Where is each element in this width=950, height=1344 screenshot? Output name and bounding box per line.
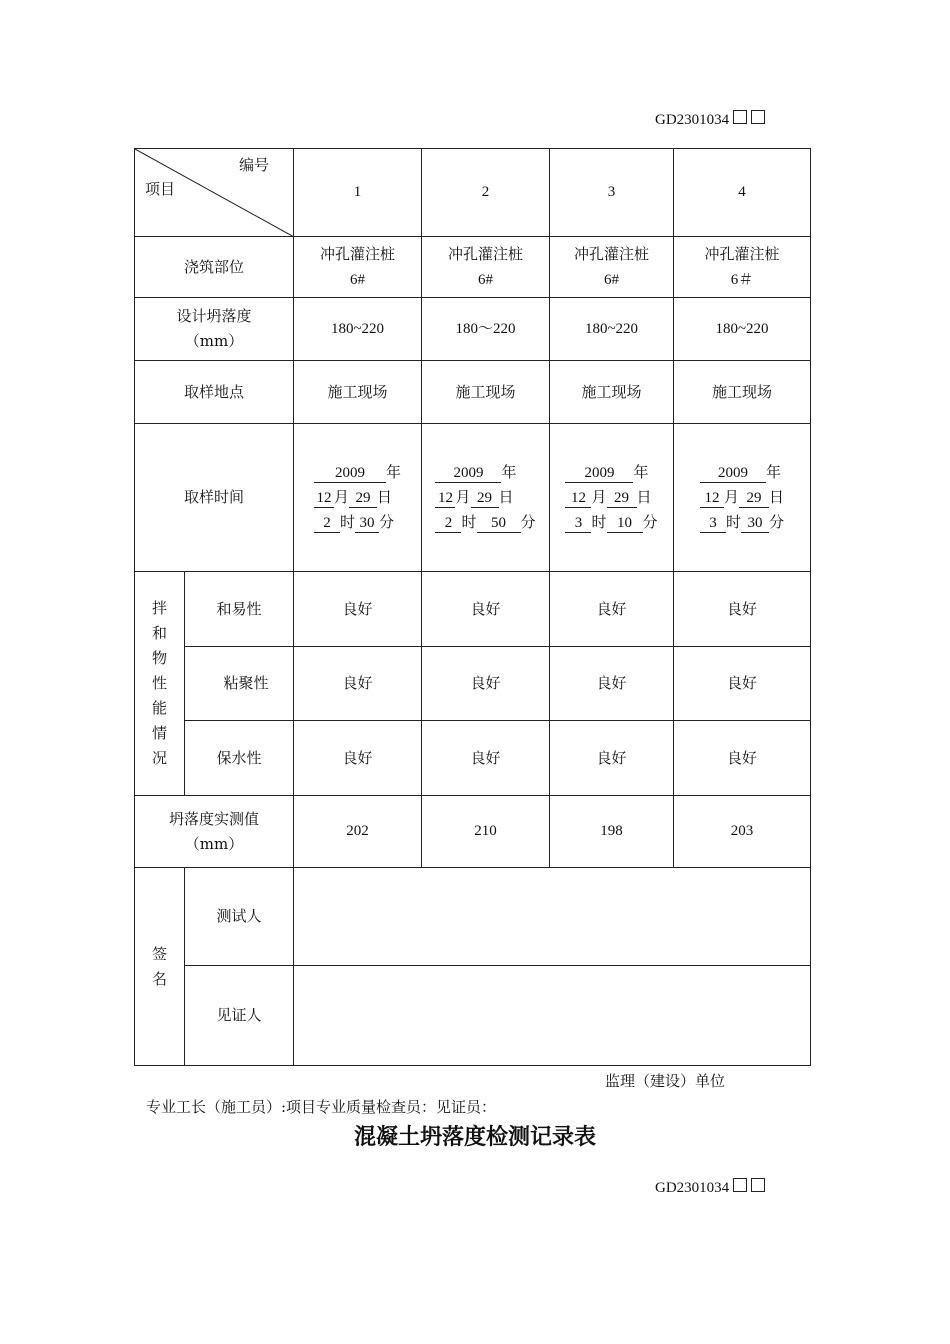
checkbox-empty	[733, 1178, 747, 1192]
slump-test-table	[134, 148, 811, 1066]
pour-location-label: 浇筑部位	[135, 237, 294, 298]
workability-cell: 良好	[294, 572, 422, 647]
workability-label: 和易性	[185, 572, 294, 647]
signature-group-label: 签 名	[135, 868, 185, 1066]
witness-label: 见证人	[185, 966, 294, 1066]
sample-time-row	[135, 424, 811, 572]
document-title: 混凝土坍落度检测记录表	[353, 1125, 596, 1150]
design-slump-label: 设计坍落度 （mm）	[135, 298, 294, 361]
measured-slump-cell: 202	[294, 796, 422, 868]
column-header-1: 1	[294, 149, 422, 237]
pour-location-cell: 冲孔灌注桩 6#	[550, 237, 674, 298]
sample-place-cell: 施工现场	[550, 361, 674, 424]
sample-time-cell: 2009 年 12 月 29 日 3 时 30 分	[674, 424, 811, 572]
diagonal-header-cell	[135, 149, 294, 237]
form-code-bottom	[655, 1180, 765, 1197]
cohesion-cell: 良好	[674, 647, 811, 721]
form-code-top	[655, 112, 765, 129]
sample-place-row	[135, 361, 811, 424]
cohesion-cell: 良好	[294, 647, 422, 721]
workability-cell: 良好	[422, 572, 550, 647]
checkbox-empty	[751, 1178, 765, 1192]
header-item-label: 项目	[145, 180, 176, 198]
design-slump-cell: 180~220	[674, 298, 811, 361]
measured-slump-cell: 210	[422, 796, 550, 868]
checkbox-empty	[733, 110, 747, 124]
cohesion-row	[135, 647, 811, 721]
tester-row	[135, 868, 811, 966]
measured-slump-cell: 203	[674, 796, 811, 868]
pour-location-cell: 冲孔灌注桩 6#	[422, 237, 550, 298]
column-header-4: 4	[674, 149, 811, 237]
cohesion-label: 粘聚性	[185, 647, 294, 721]
witness-row	[135, 966, 811, 1066]
water-retention-row	[135, 721, 811, 796]
cohesion-cell: 良好	[422, 647, 550, 721]
sample-place-cell: 施工现场	[422, 361, 550, 424]
pour-location-row	[135, 237, 811, 298]
column-header-3: 3	[550, 149, 674, 237]
water-retention-cell: 良好	[422, 721, 550, 796]
header-row	[135, 149, 811, 237]
workability-row	[135, 572, 811, 647]
form-code-text: GD2301034	[655, 1180, 730, 1196]
sample-place-label: 取样地点	[135, 361, 294, 424]
pour-location-cell: 冲孔灌注桩 6＃	[674, 237, 811, 298]
column-header-2: 2	[422, 149, 550, 237]
measured-slump-cell: 198	[550, 796, 674, 868]
tester-signature-field[interactable]	[294, 868, 811, 966]
signatories-line: 专业工长（施工员）:项目专业质量检查员：见证员：	[146, 1098, 497, 1116]
mix-performance-group-label: 拌 和 物 性 能 情 况	[135, 572, 185, 796]
sample-place-cell: 施工现场	[674, 361, 811, 424]
workability-cell: 良好	[550, 572, 674, 647]
form-code-text: GD2301034	[655, 112, 730, 128]
water-retention-label: 保水性	[185, 721, 294, 796]
sample-time-label: 取样时间	[135, 424, 294, 572]
design-slump-cell: 180～220	[422, 298, 550, 361]
water-retention-cell: 良好	[550, 721, 674, 796]
workability-cell: 良好	[674, 572, 811, 647]
design-slump-cell: 180~220	[294, 298, 422, 361]
sample-place-cell: 施工现场	[294, 361, 422, 424]
witness-signature-field[interactable]	[294, 966, 811, 1066]
pour-location-cell: 冲孔灌注桩 6#	[294, 237, 422, 298]
design-slump-cell: 180~220	[550, 298, 674, 361]
cohesion-cell: 良好	[550, 647, 674, 721]
tester-label: 测试人	[185, 868, 294, 966]
water-retention-cell: 良好	[294, 721, 422, 796]
sample-time-cell: 2009 年 12 月 29 日 2 时 30 分	[294, 424, 422, 572]
header-number-label: 编号	[238, 156, 269, 174]
sample-time-cell: 2009 年 12 月 29 日 3 时 10 分	[550, 424, 674, 572]
checkbox-empty	[751, 110, 765, 124]
design-slump-row	[135, 298, 811, 361]
supervision-unit-label: 监理（建设）单位	[605, 1072, 726, 1090]
water-retention-cell: 良好	[674, 721, 811, 796]
sample-time-cell: 2009 年 12 月 29 日 2 时 50 分	[422, 424, 550, 572]
measured-slump-label: 坍落度实测值 （mm）	[135, 796, 294, 868]
measured-slump-row	[135, 796, 811, 868]
